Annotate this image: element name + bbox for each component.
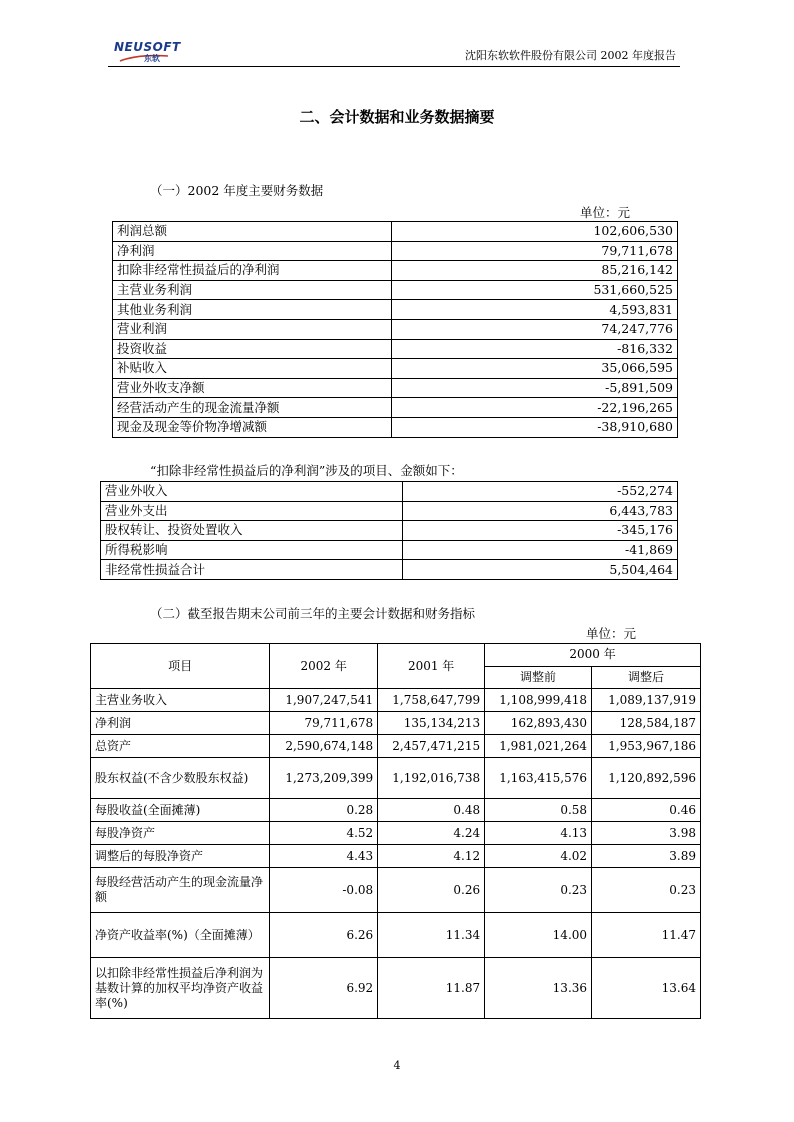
- row-value-v2001: 4.12: [378, 845, 485, 868]
- row-value-after: 11.47: [592, 913, 701, 958]
- logo-text: NEUSOFT: [114, 40, 181, 54]
- row-value-v2001: 1,192,016,738: [378, 758, 485, 799]
- table-row: [101, 501, 678, 521]
- logo-subtext: 东软: [144, 54, 160, 63]
- table-row: [113, 261, 678, 281]
- part2-unit: 单位：元: [586, 626, 637, 641]
- row-label: 主营业务利润: [113, 280, 392, 300]
- row-label: 每股净资产: [91, 822, 270, 845]
- row-label: 营业外收入: [101, 482, 403, 502]
- table-row: [113, 241, 678, 261]
- row-value-v2001: 2,457,471,215: [378, 735, 485, 758]
- row-label: 以扣除非经常性损益后净利润为基数计算的加权平均净资产收益率(%): [91, 958, 270, 1019]
- row-value-after: 128,584,187: [592, 712, 701, 735]
- row-value: 35,066,595: [392, 359, 678, 379]
- report-title: 沈阳东软软件股份有限公司 2002 年度报告: [465, 49, 676, 62]
- row-value-after: 1,089,137,919: [592, 689, 701, 712]
- row-label: 营业外支出: [101, 501, 403, 521]
- table-row: [91, 913, 701, 958]
- row-value-v2002: 6.26: [270, 913, 378, 958]
- header-2002: 2002 年: [270, 644, 378, 689]
- row-value-v2001: 11.34: [378, 913, 485, 958]
- table-row: [113, 280, 678, 300]
- row-label: 非经常性损益合计: [101, 560, 403, 580]
- row-value-v2002: -0.08: [270, 868, 378, 913]
- table-row: [91, 845, 701, 868]
- table-row: [113, 398, 678, 418]
- table-row: [91, 868, 701, 913]
- row-label: 投资收益: [113, 339, 392, 359]
- row-value: -41,869: [403, 540, 678, 560]
- row-label: 每股经营活动产生的现金流量净额: [91, 868, 270, 913]
- table-row: [91, 735, 701, 758]
- table-row: [113, 417, 678, 437]
- header-item: 项目: [91, 644, 270, 689]
- row-value-after: 0.23: [592, 868, 701, 913]
- part1-unit: 单位：元: [580, 205, 631, 220]
- table-row: [91, 712, 701, 735]
- part1-title: （一）2002 年度主要财务数据: [150, 183, 324, 198]
- row-value: 102,606,530: [392, 222, 678, 242]
- row-value-v2001: 11.87: [378, 958, 485, 1019]
- page-number: 4: [393, 1059, 401, 1072]
- row-value-after: 0.46: [592, 799, 701, 822]
- table-row: [101, 560, 678, 580]
- row-value-before: 1,108,999,418: [485, 689, 592, 712]
- row-value-before: 14.00: [485, 913, 592, 958]
- row-value-before: 4.13: [485, 822, 592, 845]
- row-value-v2001: 135,134,213: [378, 712, 485, 735]
- table-row: [91, 758, 701, 799]
- row-label: 补贴收入: [113, 359, 392, 379]
- table-row: [113, 222, 678, 242]
- row-label: 现金及现金等价物净增减额: [113, 417, 392, 437]
- row-value: -552,274: [403, 482, 678, 502]
- row-label: 扣除非经常性损益后的净利润: [113, 261, 392, 281]
- table-row: [101, 540, 678, 560]
- row-value: -5,891,509: [392, 378, 678, 398]
- row-value-v2002: 1,273,209,399: [270, 758, 378, 799]
- row-label: 净资产收益率(%)（全面摊薄）: [91, 913, 270, 958]
- row-value: -22,196,265: [392, 398, 678, 418]
- table-row: [113, 319, 678, 339]
- row-label: 股权转让、投资处置收入: [101, 521, 403, 541]
- row-value: 5,504,464: [403, 560, 678, 580]
- row-value-before: 13.36: [485, 958, 592, 1019]
- row-value-after: 13.64: [592, 958, 701, 1019]
- header-after-adjust: 调整后: [592, 666, 701, 689]
- row-value-before: 1,163,415,576: [485, 758, 592, 799]
- row-value-before: 162,893,430: [485, 712, 592, 735]
- table-row: [113, 300, 678, 320]
- header-2001: 2001 年: [378, 644, 485, 689]
- row-value: -345,176: [403, 521, 678, 541]
- row-value-after: 3.98: [592, 822, 701, 845]
- row-value: 6,443,783: [403, 501, 678, 521]
- row-label: 净利润: [91, 712, 270, 735]
- row-label: 净利润: [113, 241, 392, 261]
- nonrecurring-table: [100, 481, 678, 580]
- table-row: [91, 689, 701, 712]
- nonrecurring-note: “扣除非经常性损益后的净利润”涉及的项目、金额如下：: [150, 463, 463, 478]
- part2-title: （二）截至报告期末公司前三年的主要会计数据和财务指标: [150, 606, 476, 621]
- table-row: [91, 799, 701, 822]
- row-value: 531,660,525: [392, 280, 678, 300]
- table-row: [113, 378, 678, 398]
- row-value-v2001: 0.26: [378, 868, 485, 913]
- row-label: 总资产: [91, 735, 270, 758]
- row-value-v2002: 2,590,674,148: [270, 735, 378, 758]
- three-year-table: [90, 643, 701, 1019]
- header-before-adjust: 调整前: [485, 666, 592, 689]
- table-row: [113, 339, 678, 359]
- row-value-v2002: 79,711,678: [270, 712, 378, 735]
- row-label: 调整后的每股净资产: [91, 845, 270, 868]
- row-label: 经营活动产生的现金流量净额: [113, 398, 392, 418]
- row-value: 4,593,831: [392, 300, 678, 320]
- row-value-v2001: 0.48: [378, 799, 485, 822]
- table-row: [91, 822, 701, 845]
- row-label: 营业利润: [113, 319, 392, 339]
- row-label: 利润总额: [113, 222, 392, 242]
- row-value-v2001: 4.24: [378, 822, 485, 845]
- row-value-v2002: 1,907,247,541: [270, 689, 378, 712]
- row-value-before: 4.02: [485, 845, 592, 868]
- row-value-v2002: 4.52: [270, 822, 378, 845]
- row-value-v2002: 4.43: [270, 845, 378, 868]
- row-value: 85,216,142: [392, 261, 678, 281]
- row-label: 主营业务收入: [91, 689, 270, 712]
- table-row: [91, 958, 701, 1019]
- header-2000: 2000 年: [485, 644, 701, 667]
- section-title: 二、会计数据和业务数据摘要: [299, 108, 495, 126]
- table-row: [101, 521, 678, 541]
- row-label: 所得税影响: [101, 540, 403, 560]
- row-value-after: 1,953,967,186: [592, 735, 701, 758]
- row-value-before: 0.23: [485, 868, 592, 913]
- row-value: -38,910,680: [392, 417, 678, 437]
- financial-data-table: [112, 221, 678, 438]
- row-value-v2002: 0.28: [270, 799, 378, 822]
- table-row: [113, 359, 678, 379]
- row-label: 其他业务利润: [113, 300, 392, 320]
- neusoft-logo: [114, 40, 184, 64]
- row-label: 每股收益(全面摊薄): [91, 799, 270, 822]
- row-value: 74,247,776: [392, 319, 678, 339]
- row-value-v2002: 6.92: [270, 958, 378, 1019]
- page-header: [108, 38, 680, 67]
- row-value-before: 0.58: [485, 799, 592, 822]
- row-label: 营业外收支净额: [113, 378, 392, 398]
- row-value: -816,332: [392, 339, 678, 359]
- row-value-before: 1,981,021,264: [485, 735, 592, 758]
- row-value-after: 1,120,892,596: [592, 758, 701, 799]
- row-value: 79,711,678: [392, 241, 678, 261]
- row-value-after: 3.89: [592, 845, 701, 868]
- row-value-v2001: 1,758,647,799: [378, 689, 485, 712]
- table-row: [101, 482, 678, 502]
- row-label: 股东权益(不含少数股东权益): [91, 758, 270, 799]
